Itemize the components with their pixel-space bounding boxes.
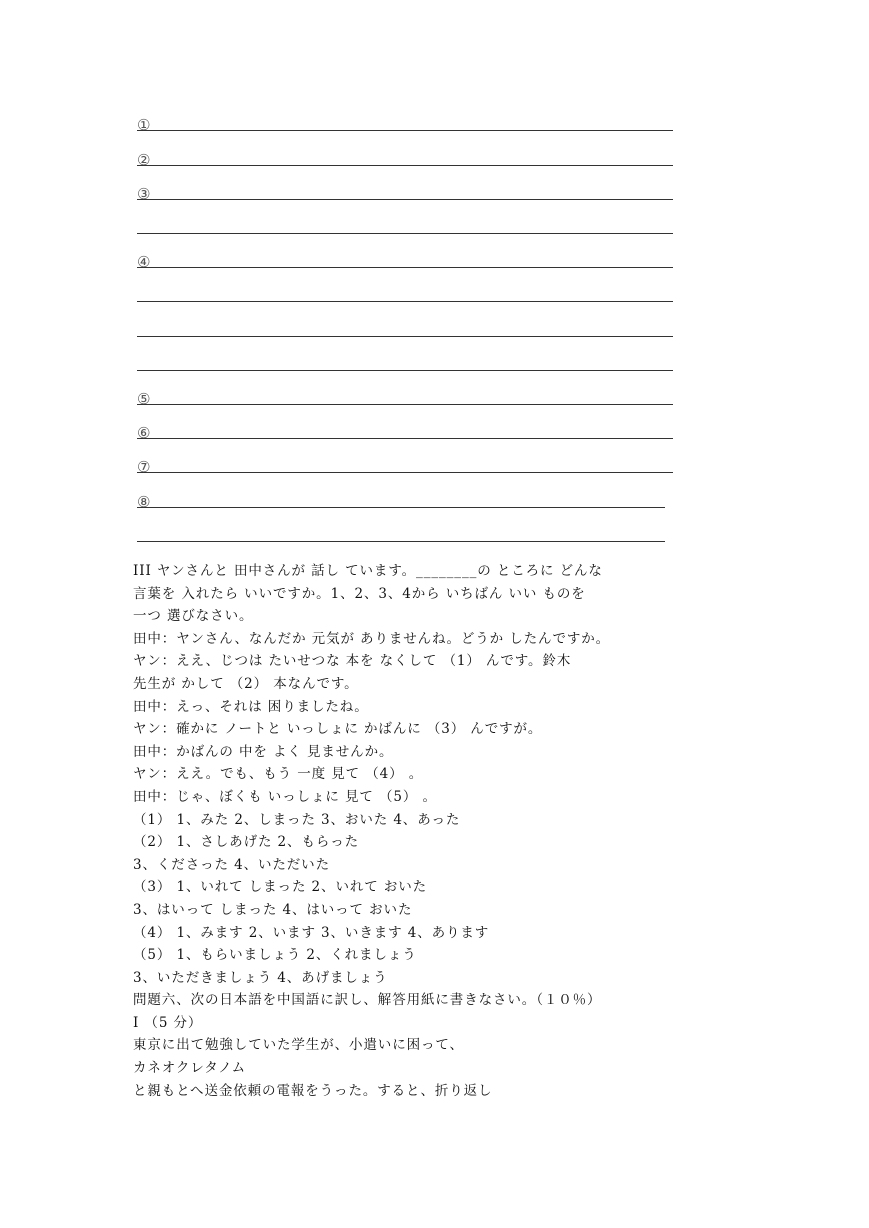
answer-line-number: ⑤ [137,390,151,408]
text-line: （3） 1、いれて しまった 2、いれて おいた [133,879,428,896]
text-line: Ⅰ （5 分） [133,1014,203,1031]
text-line: 3、はいって しまった 4、はいって おいた [133,901,413,918]
text-line: ヤン：ええ、じつは たいせつな 本を なくして （1） んです。鈴木 [133,653,572,670]
answer-line-number: ⑥ [137,424,151,442]
answer-line-number: ④ [137,253,151,271]
question-text [133,560,693,1102]
text-line: 一つ 選びなさい。 [133,608,254,625]
text-line: カネオクレタノム [133,1060,247,1077]
text-line: 田中：かばんの 中を よく 見ませんか。 [133,743,394,760]
answer-line [137,485,665,511]
text-line: 3、くださった 4、いただいた [133,856,330,873]
text-line: ヤン：ええ。でも、もう 一度 見て （4） 。 [133,766,424,783]
answer-line-number: ① [137,116,151,134]
answer-line-number: ③ [137,185,151,203]
text-line: と親もとへ送金依頼の電報をうった。すると、折り返し [133,1082,493,1099]
answer-line [137,108,673,134]
answer-line [137,519,665,542]
text-line: （5） 1、もらいましょう 2、くれましょう [133,947,417,964]
text-line: （2） 1、さしあげた 2、もらった [133,834,360,851]
answer-line [137,245,673,271]
answer-line-number: ② [137,151,151,169]
text-line: III ヤンさんと 田中さんが 話し ています。________の ところに どんな [133,563,603,579]
text-line: ヤン：確かに ノートと いっしょに かばんに （3） んですが。 [133,721,543,738]
text-line: 先生が かして （2） 本なんです。 [133,675,359,692]
text-line: 田中：えっ、それは 困りましたね。 [133,698,369,715]
text-line: 3、いただきましょう 4、あげましょう [133,969,388,986]
answer-line [137,450,673,476]
text-line: （4） 1、みます 2、います 3、いきます 4、あります [133,924,490,941]
answer-line [137,143,673,169]
text-line: 東京に出て勉強していた学生が、小遣いに困って、 [133,1037,464,1054]
answer-line [137,314,673,337]
answer-line [137,416,673,442]
answer-line [137,348,673,371]
answer-line-number: ⑧ [137,493,151,511]
text-line: 問題六、次の日本語を中国語に訳し、解答用紙に書きなさい。（１０％） [133,992,602,1009]
answer-line-number: ⑦ [137,458,151,476]
answer-line [137,177,673,203]
text-line: 田中：じゃ、ぼくも いっしょに 見て （5） 。 [133,788,437,805]
text-line: （1） 1、みた 2、しまった 3、おいた 4、あった [133,811,461,828]
answer-line [137,382,673,408]
text-line: 言葉を 入れたら いいですか。1、2、3、4から いちばん いい ものを [133,585,586,602]
answer-line [137,211,673,234]
answer-line [137,279,673,302]
text-line: 田中：ヤンさん、なんだか 元気が ありませんね。どうか したんですか。 [133,630,611,647]
